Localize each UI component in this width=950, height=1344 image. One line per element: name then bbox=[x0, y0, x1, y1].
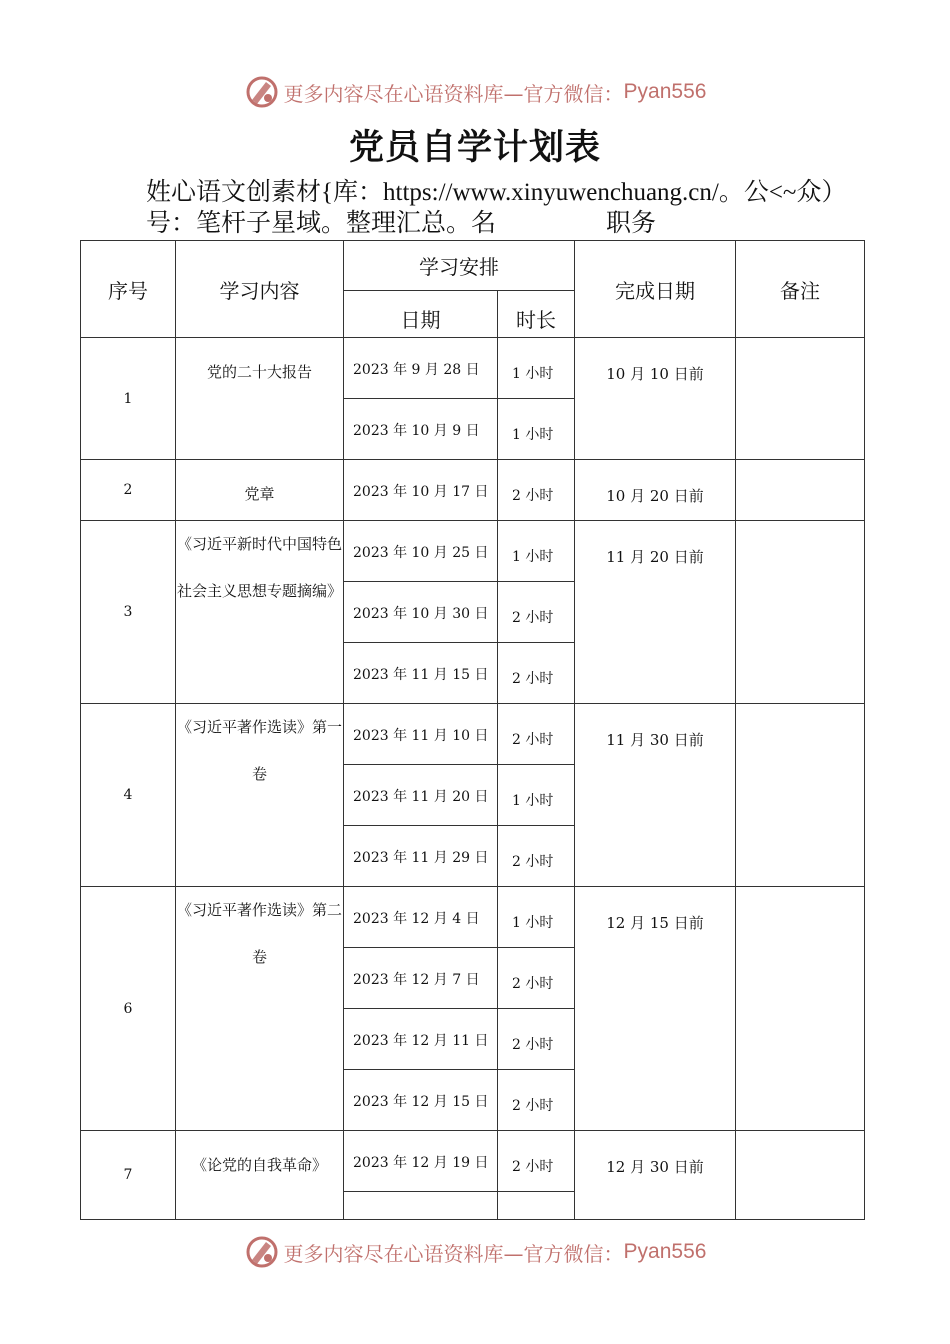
session-duration bbox=[498, 1192, 574, 1217]
session-date-cell bbox=[344, 948, 498, 1009]
session-date-cell bbox=[344, 887, 498, 948]
session-date-cell bbox=[344, 338, 498, 399]
row-index: 3 bbox=[81, 521, 176, 704]
header-duration: 时长 bbox=[498, 291, 575, 338]
session-date: 2023 年 10 月 9 日 bbox=[353, 423, 480, 439]
watermark-bottom bbox=[0, 1232, 950, 1272]
row-index: 7 bbox=[81, 1131, 176, 1220]
session-duration-cell bbox=[498, 1192, 575, 1220]
session-duration: 1 小时 bbox=[512, 366, 554, 382]
table-row bbox=[81, 460, 865, 521]
session-duration-cell bbox=[498, 460, 575, 521]
session-duration: 2 小时 bbox=[512, 976, 554, 992]
session-date: 2023 年 11 月 15 日 bbox=[353, 667, 489, 683]
session-date: 2023 年 10 月 25 日 bbox=[353, 545, 489, 561]
deadline-cell bbox=[575, 704, 736, 887]
session-duration-cell bbox=[498, 1009, 575, 1070]
session-duration: 1 小时 bbox=[512, 427, 554, 443]
study-content: 《习近平著作选读》第二卷 bbox=[176, 901, 342, 966]
session-duration: 2 小时 bbox=[512, 1037, 554, 1053]
watermark-id: Pyan556 bbox=[623, 80, 707, 103]
study-content-cell bbox=[176, 887, 344, 1131]
header-content: 学习内容 bbox=[176, 241, 344, 338]
intro-line-1: 姓心语文创素材{库：https://www.xinyuwenchuang.cn/。公<~众） bbox=[146, 179, 847, 206]
watermark-top bbox=[0, 72, 950, 112]
brand-logo-icon bbox=[244, 74, 280, 110]
intro-line-2 bbox=[146, 208, 886, 239]
session-date: 2023 年 11 月 29 日 bbox=[353, 850, 489, 866]
table-row bbox=[81, 338, 865, 399]
session-date-cell bbox=[344, 521, 498, 582]
session-date: 2023 年 11 月 10 日 bbox=[353, 728, 489, 744]
session-duration: 1 小时 bbox=[512, 915, 554, 931]
session-duration-cell bbox=[498, 704, 575, 765]
remarks-cell bbox=[736, 521, 865, 704]
session-date-cell bbox=[344, 1070, 498, 1131]
session-date: 2023 年 12 月 19 日 bbox=[353, 1155, 489, 1171]
session-date-cell bbox=[344, 765, 498, 826]
header-schedule: 学习安排 bbox=[344, 241, 575, 291]
session-duration: 2 小时 bbox=[512, 671, 554, 687]
table-row bbox=[81, 704, 865, 765]
session-date: 2023 年 12 月 7 日 bbox=[353, 972, 480, 988]
session-date: 2023 年 12 月 11 日 bbox=[353, 1033, 489, 1049]
session-duration: 1 小时 bbox=[512, 549, 554, 565]
session-date-cell bbox=[344, 643, 498, 704]
table-row bbox=[81, 1131, 865, 1192]
row-index: 1 bbox=[81, 338, 176, 460]
row-index: 2 bbox=[81, 460, 176, 521]
row-index: 4 bbox=[81, 704, 176, 887]
deadline: 10 月 10 日前 bbox=[606, 365, 704, 383]
session-date: 2023 年 12 月 4 日 bbox=[353, 911, 480, 927]
deadline: 11 月 30 日前 bbox=[606, 731, 704, 749]
session-date-cell bbox=[344, 1192, 498, 1220]
deadline: 12 月 30 日前 bbox=[606, 1158, 704, 1176]
session-duration: 1 小时 bbox=[512, 793, 554, 809]
session-date: 2023 年 10 月 17 日 bbox=[353, 484, 489, 500]
header-date: 日期 bbox=[344, 291, 498, 338]
page-title: 党员自学计划表 bbox=[348, 128, 601, 168]
session-date bbox=[344, 1192, 493, 1217]
table-row bbox=[81, 521, 865, 582]
study-content-cell bbox=[176, 460, 344, 521]
session-duration: 2 小时 bbox=[512, 610, 554, 626]
study-content: 《习近平新时代中国特色社会主义思想专题摘编》 bbox=[176, 535, 342, 600]
session-date-cell bbox=[344, 1131, 498, 1192]
session-date-cell bbox=[344, 582, 498, 643]
session-duration: 2 小时 bbox=[512, 1098, 554, 1114]
session-date: 2023 年 9 月 28 日 bbox=[353, 362, 480, 378]
deadline: 11 月 20 日前 bbox=[606, 548, 704, 566]
deadline-cell bbox=[575, 338, 736, 460]
session-duration-cell bbox=[498, 1070, 575, 1131]
session-duration-cell bbox=[498, 643, 575, 704]
watermark-text: 更多内容尽在心语资料库—官方微信： bbox=[283, 1241, 624, 1266]
deadline-cell bbox=[575, 887, 736, 1131]
table-row bbox=[81, 887, 865, 948]
session-duration-cell bbox=[498, 1131, 575, 1192]
session-duration-cell bbox=[498, 399, 575, 460]
watermark-text: 更多内容尽在心语资料库—官方微信： bbox=[283, 81, 624, 106]
watermark-id: Pyan556 bbox=[623, 1240, 707, 1263]
study-content: 党的二十大报告 bbox=[206, 363, 312, 381]
session-duration: 2 小时 bbox=[512, 854, 554, 870]
brand-logo-icon bbox=[244, 1234, 280, 1270]
deadline-cell bbox=[575, 460, 736, 521]
study-content-cell bbox=[176, 338, 344, 460]
session-date: 2023 年 11 月 20 日 bbox=[353, 789, 489, 805]
session-duration-cell bbox=[498, 582, 575, 643]
session-date-cell bbox=[344, 460, 498, 521]
session-date-cell bbox=[344, 399, 498, 460]
session-duration-cell bbox=[498, 948, 575, 1009]
study-content-cell bbox=[176, 704, 344, 887]
session-duration-cell bbox=[498, 338, 575, 399]
remarks-cell bbox=[736, 338, 865, 460]
deadline: 12 月 15 日前 bbox=[606, 914, 704, 932]
study-content: 党章 bbox=[244, 485, 275, 503]
deadline: 10 月 20 日前 bbox=[606, 487, 704, 505]
remarks-cell bbox=[736, 1131, 865, 1220]
session-duration-cell bbox=[498, 826, 575, 887]
session-duration: 2 小时 bbox=[512, 732, 554, 748]
remarks-cell bbox=[736, 887, 865, 1131]
study-content: 《论党的自我革命》 bbox=[191, 1156, 327, 1174]
deadline-cell bbox=[575, 1131, 736, 1220]
study-content-cell bbox=[176, 521, 344, 704]
header-remarks: 备注 bbox=[736, 241, 865, 338]
session-duration: 2 小时 bbox=[512, 488, 554, 504]
study-plan-table bbox=[80, 240, 865, 1220]
study-content-cell bbox=[176, 1131, 344, 1220]
deadline-cell bbox=[575, 521, 736, 704]
study-content: 《习近平著作选读》第一卷 bbox=[176, 718, 342, 783]
header-index: 序号 bbox=[81, 241, 176, 338]
remarks-cell bbox=[736, 704, 865, 887]
session-duration-cell bbox=[498, 887, 575, 948]
session-date: 2023 年 12 月 15 日 bbox=[353, 1094, 489, 1110]
intro-paragraph bbox=[146, 177, 886, 239]
session-date-cell bbox=[344, 1009, 498, 1070]
session-duration: 2 小时 bbox=[512, 1159, 554, 1175]
intro-position-label: 职务 bbox=[606, 210, 657, 237]
session-date-cell bbox=[344, 826, 498, 887]
session-duration-cell bbox=[498, 521, 575, 582]
session-duration-cell bbox=[498, 765, 575, 826]
session-date: 2023 年 10 月 30 日 bbox=[353, 606, 489, 622]
header-deadline: 完成日期 bbox=[575, 241, 736, 338]
intro-name-label: 号：笔杆子星域。整理汇总。名 bbox=[146, 210, 497, 237]
row-index: 6 bbox=[81, 887, 176, 1131]
session-date-cell bbox=[344, 704, 498, 765]
remarks-cell bbox=[736, 460, 865, 521]
